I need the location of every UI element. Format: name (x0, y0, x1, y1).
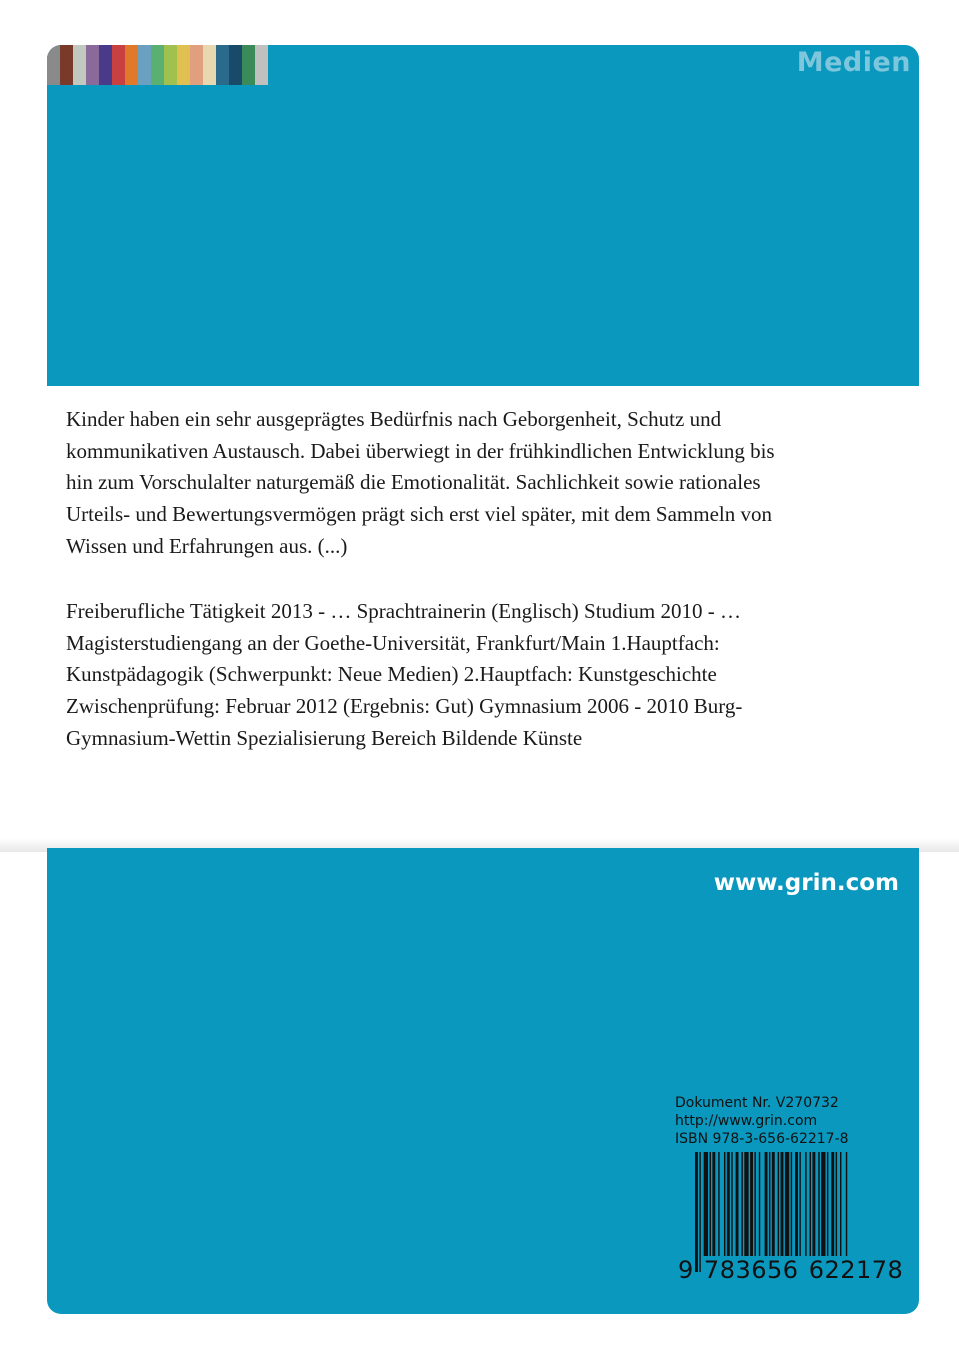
stripe-color-0 (47, 45, 60, 85)
barcode-bar (795, 1152, 798, 1256)
barcode-bar (736, 1152, 739, 1256)
stripe-color-1 (60, 45, 73, 85)
stripe-color-10 (177, 45, 190, 85)
barcode-bar (818, 1152, 819, 1256)
barcode-digit-lead: 9 (678, 1256, 694, 1284)
barcode-bar (831, 1152, 834, 1256)
barcode-bar (778, 1152, 779, 1256)
document-number: Dokument Nr. V270732 (675, 1095, 839, 1111)
isbn-barcode (677, 1152, 904, 1284)
biography-text: Freiberufliche Tätigkeit 2013 - … Sprachtrainerin (Englisch) Studium 2010 - … Magisterstudiengang an der Goethe-Universität, Frankfurt/Main 1.Hauptfach: Kunstpädagogik (Schwerpunkt: Neue Medien) 2.Hauptfach: Kunstgeschichte Zwischenprüfung: Februar 2012 (Ergebnis: Gut) Gymnasium 2006 - 2010 Burg-Gymnasium-Wettin Spezialisierung Bereich Bildende Künste (66, 599, 743, 750)
barcode-bar (840, 1152, 841, 1256)
barcode-bar (799, 1152, 800, 1256)
barcode-bar (785, 1152, 789, 1256)
top-cover-panel (47, 45, 919, 386)
barcode-bar (699, 1152, 700, 1272)
barcode-bars (695, 1152, 895, 1272)
stripe-color-13 (216, 45, 229, 85)
barcode-bar (718, 1152, 719, 1256)
description-text: Kinder haben ein sehr ausgeprägtes Bedürfnis nach Geborgenheit, Schutz und kommunikativen Austausch. Dabei überwiegt in der frühkindlichen Entwicklung bis hin zum Vorschulalter naturgemäß die Emotionalität. Sachlichkeit sowie rationales Urteils- und Bewertungsvermögen prägt sich erst viel später, mit dem Sammeln von Wissen und Erfahrungen aus. (...) (66, 407, 775, 558)
barcode-bar (810, 1152, 811, 1256)
barcode-bar (846, 1152, 847, 1272)
barcode-bar (791, 1152, 792, 1256)
barcode-bar (712, 1152, 715, 1256)
color-stripe-bar (47, 45, 268, 85)
barcode-bar (750, 1152, 753, 1256)
barcode-bar (704, 1152, 708, 1256)
barcode-digit-group-2: 622178 (808, 1256, 904, 1284)
stripe-color-6 (125, 45, 138, 85)
stripe-color-3 (86, 45, 99, 85)
barcode-bar (812, 1152, 815, 1256)
document-info (675, 1094, 849, 1148)
stripe-color-11 (190, 45, 203, 85)
stripe-color-12 (203, 45, 216, 85)
barcode-digits (677, 1256, 904, 1284)
barcode-bar (769, 1152, 770, 1256)
barcode-digit-group-1: 783656 (703, 1256, 799, 1284)
stripe-color-9 (164, 45, 177, 85)
barcode-bar (695, 1152, 698, 1272)
stripe-color-16 (255, 45, 268, 85)
document-url[interactable]: http://www.grin.com (675, 1113, 818, 1129)
author-biography (66, 596, 786, 755)
barcode-bar (727, 1152, 730, 1256)
stripe-color-2 (73, 45, 86, 85)
barcode-bar (805, 1152, 806, 1256)
stripe-color-8 (151, 45, 164, 85)
stripe-color-7 (138, 45, 151, 85)
barcode-bar (754, 1152, 755, 1256)
barcode-bar (731, 1152, 732, 1256)
barcode-bar (781, 1152, 784, 1256)
book-description (66, 404, 786, 563)
barcode-bar (759, 1152, 760, 1256)
stripe-color-4 (99, 45, 112, 85)
category-label: Medien (796, 47, 911, 78)
barcode-bar (741, 1152, 742, 1256)
stripe-color-14 (229, 45, 242, 85)
barcode-bar (724, 1152, 725, 1256)
barcode-bar (821, 1152, 825, 1256)
stripe-color-5 (112, 45, 125, 85)
publisher-website[interactable]: www.grin.com (713, 870, 899, 896)
barcode-bar (836, 1152, 837, 1256)
barcode-bar (710, 1152, 711, 1256)
isbn-text: ISBN 978-3-656-62217-8 (675, 1131, 849, 1147)
barcode-bar (765, 1152, 768, 1256)
bottom-cover-panel (47, 848, 919, 1314)
barcode-bar (827, 1152, 828, 1256)
barcode-bar (772, 1152, 775, 1272)
stripe-color-15 (242, 45, 255, 85)
barcode-bar (744, 1152, 748, 1256)
